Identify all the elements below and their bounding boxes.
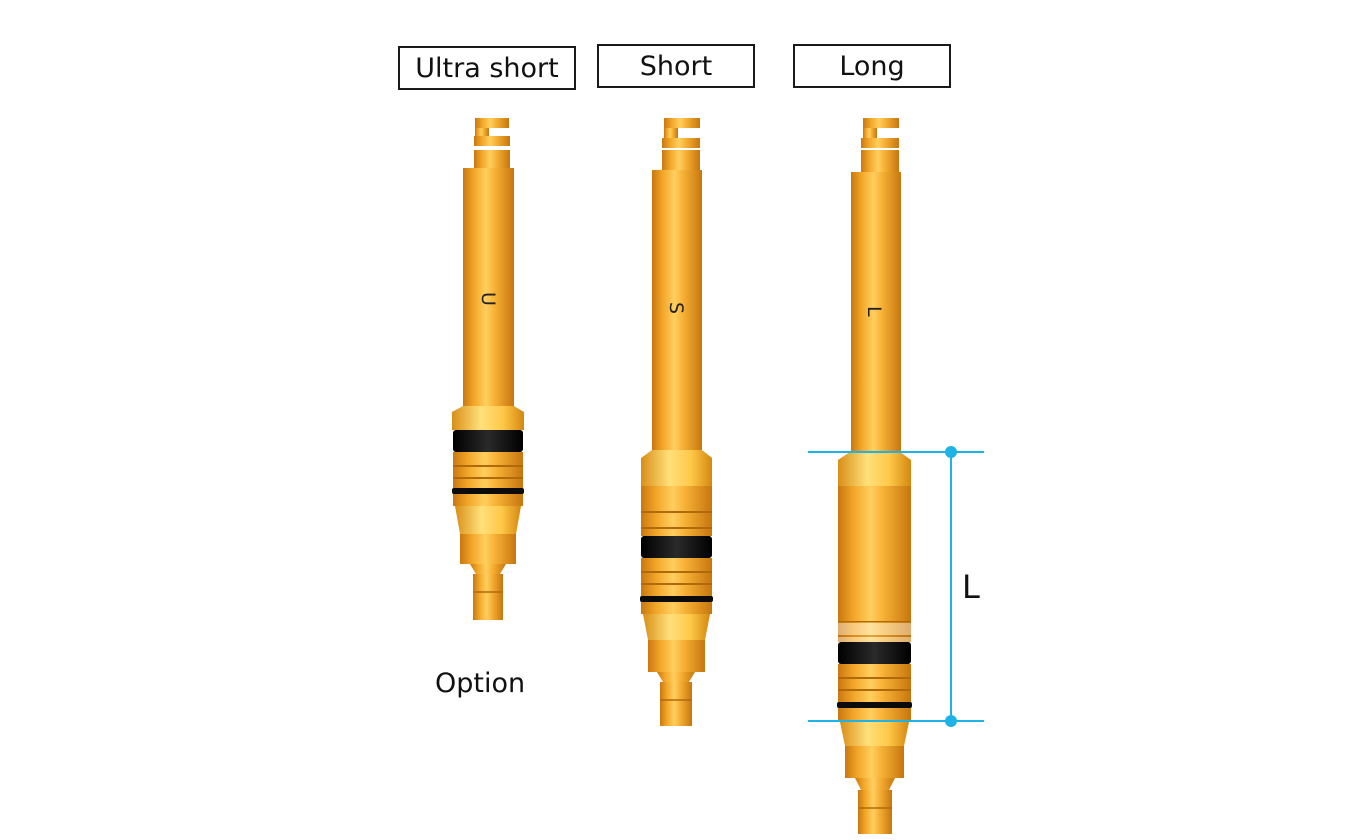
short-label: Short: [639, 50, 713, 82]
ultra-short-driver: [452, 118, 524, 620]
ultra-short-label: Ultra short: [415, 52, 559, 84]
long-label: Long: [839, 50, 905, 82]
dimension-top-dot: [945, 446, 957, 458]
long-driver: [837, 118, 912, 834]
option-caption: Option: [435, 668, 526, 699]
long-engraving: L: [863, 306, 885, 317]
dimension-bottom-dot: [945, 715, 957, 727]
short-driver: [640, 118, 713, 726]
ultra-short-engraving: U: [477, 292, 499, 306]
short-engraving: S: [665, 302, 687, 315]
dimension-label: L: [962, 568, 980, 606]
